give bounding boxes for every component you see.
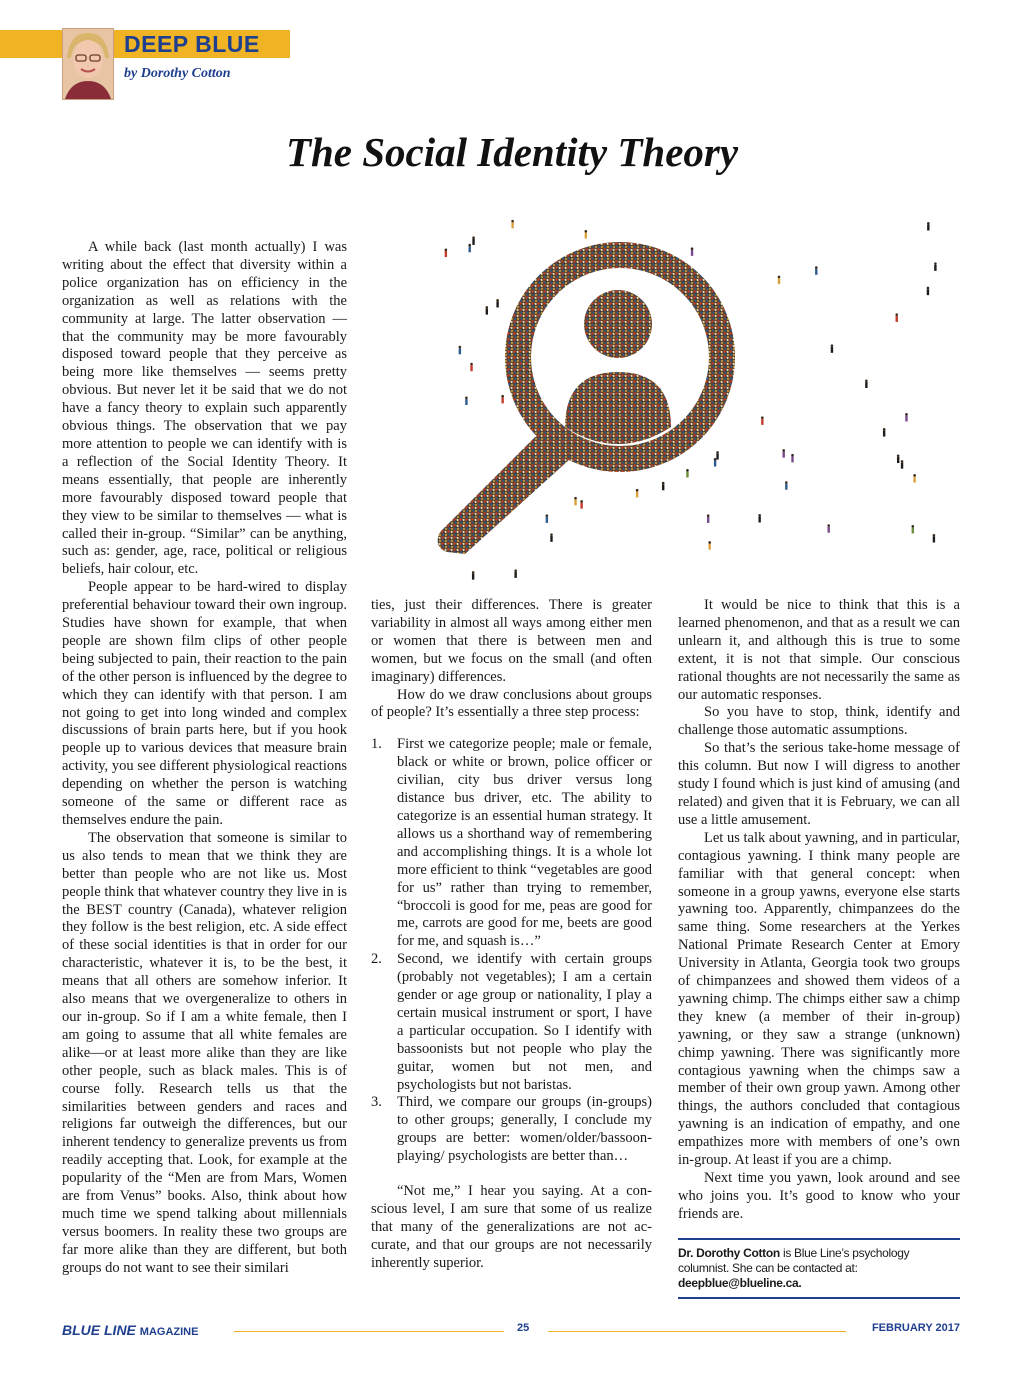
tiny-person-icon [883, 431, 885, 437]
tiny-person-icon [896, 316, 898, 322]
tiny-person-icon [511, 222, 513, 228]
tiny-person-head-icon [468, 244, 471, 247]
magazine-word: MAGAZINE [139, 1326, 199, 1338]
tiny-person-head-icon [901, 460, 904, 463]
tiny-person-icon [514, 572, 516, 578]
tiny-person-icon [865, 382, 867, 388]
tiny-person-icon [662, 484, 664, 490]
tiny-person-icon [580, 503, 582, 509]
tiny-person-icon [933, 537, 935, 543]
paragraph: How do we draw conclusions about groups of people? It’s essentially a three step process: [371, 686, 652, 721]
crowd-magnifying-glass-person-icon [405, 212, 970, 587]
tiny-person-icon [815, 269, 817, 275]
paragraph: Next time you yawn, look around and see who joins you. It’s good to know who your friends are. [678, 1170, 960, 1222]
paragraph: A while back (last month actually) I was writing about the effect that diversity within a police organization has on efficiency in the organization as well as relations with the community at large. The latter observation — that the community may be more favourably disposed toward people that they perceive as being more like themselves — seems pretty obvious. But never let it be said that we do not have a fancy theory to explain such apparently obvious things. The observation that we pay more attention to people we can identify with is a reflection of the Social Identity Theory. It means essentially, that people are inherently more favourably disposed toward people that they view to be similar to themselves — what is called their in-group. “Similar” can be anything, such as: gender, age, race, political or religious beliefs, hair colour, etc. [62, 239, 347, 578]
author-name: Dr. Dorothy Cotton [678, 1245, 780, 1260]
author-photo [62, 28, 114, 100]
tiny-person-head-icon [782, 449, 785, 452]
issue-date: FEBRUARY 2017 [871, 1322, 960, 1334]
page-number: 25 [517, 1322, 530, 1334]
article-column-3 [678, 597, 960, 1299]
footer-rule-right [548, 1331, 846, 1332]
step-text: Second, we identify with certain groups (probably not vegetables); I am a certain gender or age group or nationality, I play a certain musical instrument or sport, I have a particular occupation. So I identify with bassoonists but not people who play the guitar, women but not men, and psychologists but not baristas. [397, 951, 652, 1093]
tiny-person-icon [831, 347, 833, 353]
list-item [371, 736, 652, 951]
article-title: The Social Identity Theory [285, 129, 739, 175]
tiny-person-head-icon [897, 455, 900, 458]
tiny-person-head-icon [911, 525, 914, 528]
step-number: 3. [371, 1094, 382, 1111]
tiny-person-icon [912, 527, 914, 533]
tiny-person-icon [465, 399, 467, 405]
tiny-person-head-icon [662, 482, 665, 485]
tiny-person-head-icon [472, 236, 475, 239]
tiny-person-icon [472, 574, 474, 580]
tiny-person-head-icon [883, 428, 886, 431]
tiny-person-head-icon [550, 533, 553, 536]
article-column-2 [371, 597, 652, 1273]
tiny-person-icon [501, 397, 503, 403]
footer-rule-left [234, 1331, 504, 1332]
tiny-person-head-icon [831, 344, 834, 347]
tiny-person-icon [716, 454, 718, 460]
tiny-person-icon [546, 517, 548, 523]
tiny-person-icon [574, 499, 576, 505]
tiny-person-icon [496, 301, 498, 307]
bio-text: is Blue Line’s psychology columnist. She can be contacted at: [678, 1245, 910, 1275]
step-number: 2. [371, 951, 382, 968]
tiny-person-icon [459, 348, 461, 354]
tiny-person-head-icon [758, 514, 761, 517]
paragraph: So you have to stop, think, identify and challenge those automatic assumptions. [678, 704, 960, 739]
tiny-person-icon [469, 246, 471, 252]
list-item [371, 951, 652, 1094]
tiny-person-head-icon [933, 534, 936, 537]
tiny-person-head-icon [585, 230, 588, 233]
tiny-person-head-icon [778, 276, 781, 279]
tiny-person-icon [486, 309, 488, 315]
tiny-person-head-icon [496, 299, 499, 302]
tiny-person-head-icon [761, 416, 764, 419]
tiny-person-icon [585, 232, 587, 238]
tiny-person-icon [470, 365, 472, 371]
tiny-person-icon [927, 224, 929, 230]
step-number: 1. [371, 736, 382, 753]
tiny-person-head-icon [636, 489, 639, 492]
tiny-person-head-icon [913, 474, 916, 477]
tiny-person-icon [445, 251, 447, 257]
tiny-person-icon [691, 250, 693, 256]
tiny-person-head-icon [511, 220, 514, 223]
article-column-1 [62, 239, 347, 1278]
page-footer [62, 1322, 960, 1340]
tiny-person-head-icon [708, 541, 711, 544]
tiny-person-head-icon [815, 266, 818, 269]
tiny-person-icon [782, 452, 784, 458]
tiny-person-head-icon [691, 247, 694, 250]
tiny-person-icon [550, 536, 552, 542]
byline: by Dorothy Cotton [124, 66, 231, 81]
tiny-person-icon [472, 239, 474, 245]
tiny-person-icon [927, 289, 929, 295]
tiny-person-head-icon [470, 363, 473, 366]
tiny-person-head-icon [865, 380, 868, 383]
tiny-person-icon [897, 457, 899, 463]
tiny-person-icon [778, 278, 780, 284]
tiny-person-head-icon [486, 306, 489, 309]
tiny-person-icon [761, 419, 763, 425]
paragraph: The observation that someone is similar to us also tends to mean that we think they are better than people who are not like us. Most people think that whatever country they live in is the BEST country (Canada), whatever religion they follow is the best religion, etc. A side effect of these social identities is that in order for our characteristic, whatever it is, to be the best, it means that all others are somehow inferior. It also means that we overgeneralize to others in our in-group. So if I am a white female, then I am going to assume that all white females are alike—or at least more alike than they are like other people, such as black males. This is of course folly. Research tells us that the similarities between genders and races and religions far outweigh the differences, but our inherent tendency to generalize prevents us from readily accepting that. Look, for example at the popularity of the “Men are from Mars, Women are from Venus” books. Also, think about how much time we spend talking about millennials versus boomers. In reality these two groups are far more alike than they are different, but both groups do not want to see their similari [62, 829, 347, 1276]
paragraph: It would be nice to think that this is a learned phenomenon, and that as a result we can unlearn it, and although this is true to some extent, it is not that simple. Our conscious rational thoughts are not necessarily the same as our automatic responses. [678, 597, 960, 703]
tiny-person-icon [714, 461, 716, 467]
divider [678, 1238, 960, 1240]
tiny-person-icon [905, 416, 907, 422]
list-item [371, 1094, 652, 1166]
tiny-person-icon [785, 484, 787, 490]
tiny-person-icon [901, 463, 903, 469]
tiny-person-head-icon [827, 524, 830, 527]
column-name: DEEP BLUE [124, 31, 260, 57]
tiny-person-head-icon [895, 313, 898, 316]
step-text: Third, we compare our groups (in-groups) to other groups; generally, I conclude my groups are better: women/older/bassoonplaying/ psychologists are better than… [397, 1094, 652, 1165]
tiny-person-head-icon [546, 514, 549, 517]
tiny-person-icon [791, 456, 793, 462]
tiny-person-icon [758, 516, 760, 522]
tiny-person-head-icon [785, 481, 788, 484]
magazine-name [62, 1322, 198, 1338]
tiny-person-icon [934, 265, 936, 271]
paragraph: ties, just their differences. There is greater variability in almost all ways among either men or women that there is between men and women, but we focus on the small (and often imaginary) differences. [371, 597, 652, 685]
tiny-person-head-icon [580, 500, 583, 503]
tiny-person-head-icon [445, 249, 448, 252]
magazine-title: BLUE LINE [62, 1322, 136, 1338]
tiny-person-head-icon [927, 287, 930, 290]
tiny-person-icon [636, 491, 638, 497]
tiny-person-head-icon [459, 346, 462, 349]
tiny-person-head-icon [927, 222, 930, 225]
tiny-person-head-icon [905, 413, 908, 416]
tiny-person-head-icon [716, 451, 719, 454]
tiny-person-icon [707, 517, 709, 523]
tiny-person-icon [686, 471, 688, 477]
paragraph: “Not me,” I hear you saying. At a conscious level, I am sure that some of us realize that many of the generalizations are not accurate, and that our groups are not necessarily inherently superior. [371, 1183, 652, 1271]
author-bio [678, 1246, 960, 1291]
author-email[interactable]: deepblue@blueline.ca. [678, 1275, 802, 1290]
tiny-person-head-icon [934, 262, 937, 265]
paragraph: People appear to be hard-wired to display preferential behaviour toward their own ingroup. Studies have shown for example, that when people are shown film clips of other people being subjected to pain, their reaction to the pain of the other person is influenced by the degree to which they can identify with that person. I am not going to get into long winded and complex discussions of brain parts here, but if you hook people up to various devices that measure brain activity, you see different physiological reactions depending on whether the person is watching someone of the same or different race as themselves endure the pain. [62, 579, 347, 828]
tiny-person-head-icon [514, 569, 517, 572]
tiny-person-head-icon [714, 458, 717, 461]
tiny-person-head-icon [501, 395, 504, 398]
process-steps-list [371, 736, 652, 1166]
paragraph: Let us talk about yawning, and in particular, contagious yawning. I think many people are familiar with that general concept: when someone in a group yawns, everyone else starts yawning too. Apparently, chimpanzees do the same thing. Some researchers at the Yerkes National Primate Research Center at Emory University in Atlanta, Georgia took two groups of chimpanzees and showed them videos of a yawning chimp. The chimps either saw a chimp they knew (a member of their in-group) yawning, or they saw a strange (unknown) chimp yawning. There was significantly more contagious yawning when the chimps saw a member of their own group yawn. Among other things, the authors concluded that contagious yawning is an indication of empathy, and one empathizes more with members of one’s own in-group. At least if you are a chimp. [678, 829, 960, 1169]
tiny-person-head-icon [574, 497, 577, 500]
tiny-person-icon [913, 477, 915, 483]
step-text: First we categorize people; male or female, black or white or brown, police officer or civilian, city bus driver versus long distance bus driver, etc. The ability to categorize is an essential human strategy. It allows us a shorthand way of remembering and accomplishing things. It is a whole lot more efficient to think “vegetables are good for us” rather than trying to remember, “broccoli is good for me, peas are good for me, carrots are good for me, beets are good for me, and squash is…” [397, 736, 652, 950]
tiny-person-head-icon [472, 571, 475, 574]
tiny-person-head-icon [686, 469, 689, 472]
tiny-person-head-icon [465, 396, 468, 399]
tiny-person-icon [708, 544, 710, 550]
tiny-person-head-icon [791, 454, 794, 457]
divider [678, 1297, 960, 1299]
tiny-person-icon [827, 527, 829, 533]
paragraph: So that’s the serious take-home message of this column. But now I will digress to another study I found which is just kind of amusing (and related) and given that it is February, we can all use a little amusement. [678, 740, 960, 828]
tiny-person-head-icon [707, 514, 710, 517]
